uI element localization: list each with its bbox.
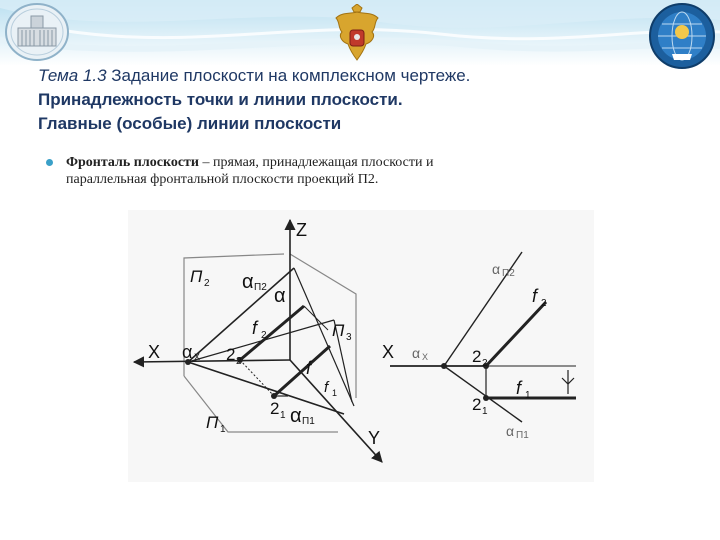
slide-title — [38, 64, 698, 136]
epure-label-2-2: 2 — [472, 347, 482, 366]
bullet-definition-2: параллельная фронтальной плоскости проекций П2. — [66, 172, 379, 187]
epure-label-f1: f — [516, 378, 522, 398]
frontal-line-diagram — [128, 210, 594, 482]
epure-label-alpha-p1: α — [506, 423, 515, 439]
label-2-2-sub: 2 — [236, 356, 242, 367]
label-alpha-p2-sub: П2 — [254, 282, 267, 293]
epure-label-alpha-x: α — [412, 345, 421, 361]
label-alpha: α — [274, 285, 286, 307]
epure-label-f1-sub: 1 — [525, 390, 531, 401]
epure-label-2-1-sub: 1 — [482, 406, 488, 417]
label-f2: f — [252, 318, 258, 338]
bullet-term: Фронталь плоскости — [66, 155, 199, 170]
russian-coat-of-arms-icon — [330, 4, 384, 64]
label-p1-sub: 1 — [220, 424, 226, 435]
bullet-marker-icon — [46, 159, 53, 166]
epure-label-2-1: 2 — [472, 395, 482, 414]
label-2-1-sub: 1 — [280, 410, 286, 421]
epure-point-alpha-x — [441, 363, 447, 369]
label-f2-sub: 2 — [261, 330, 267, 341]
label-p3-sub: 3 — [346, 332, 352, 343]
label-alpha-x: α — [182, 342, 193, 362]
label-alpha-p1: α — [290, 405, 302, 427]
title-line-3: Главные (особые) линии плоскости — [38, 114, 342, 133]
epure-label-f2: f — [532, 286, 538, 306]
label-z: Z — [296, 220, 307, 240]
epure-label-x: X — [382, 342, 395, 362]
epure-label-alpha-p2-sub: П2 — [502, 268, 515, 279]
label-p1: П — [206, 413, 219, 432]
figure-background — [128, 210, 594, 482]
label-p2: П — [190, 267, 203, 286]
bullet-definition-1: – прямая, принадлежащая плоскости и — [198, 155, 434, 170]
label-y: Y — [368, 428, 381, 448]
bullet-text — [66, 154, 666, 188]
globe-institute-logo-icon — [648, 2, 716, 70]
university-building-logo-icon — [4, 2, 70, 62]
topic-heading: Задание плоскости на комплексном чертеже. — [106, 66, 471, 85]
label-f1-sub: 1 — [332, 388, 338, 398]
label-f: f — [306, 358, 312, 378]
label-alpha-x-sub: X — [194, 352, 201, 362]
label-p3: П — [332, 321, 345, 340]
title-line-1 — [38, 64, 698, 88]
epure-label-f2-sub: 2 — [541, 298, 547, 309]
epure-point-2-1 — [483, 395, 489, 401]
title-line-2: Принадлежность точки и линии плоскости. — [38, 90, 403, 109]
label-f1: f — [324, 379, 329, 396]
epure-label-alpha-p2: α — [492, 261, 501, 277]
label-alpha-p1-sub: П1 — [302, 416, 315, 427]
epure-label-alpha-x-sub: X — [422, 352, 429, 362]
epure-label-2-2-sub: 2 — [482, 358, 488, 369]
epure-label-alpha-p1-sub: П1 — [516, 430, 529, 441]
label-2-2: 2 — [226, 345, 236, 364]
label-x: X — [148, 342, 161, 362]
label-2-1: 2 — [270, 399, 280, 418]
label-alpha-p2: α — [242, 271, 254, 293]
label-p2-sub: 2 — [204, 278, 210, 289]
topic-label: Тема 1.3 — [38, 66, 107, 85]
